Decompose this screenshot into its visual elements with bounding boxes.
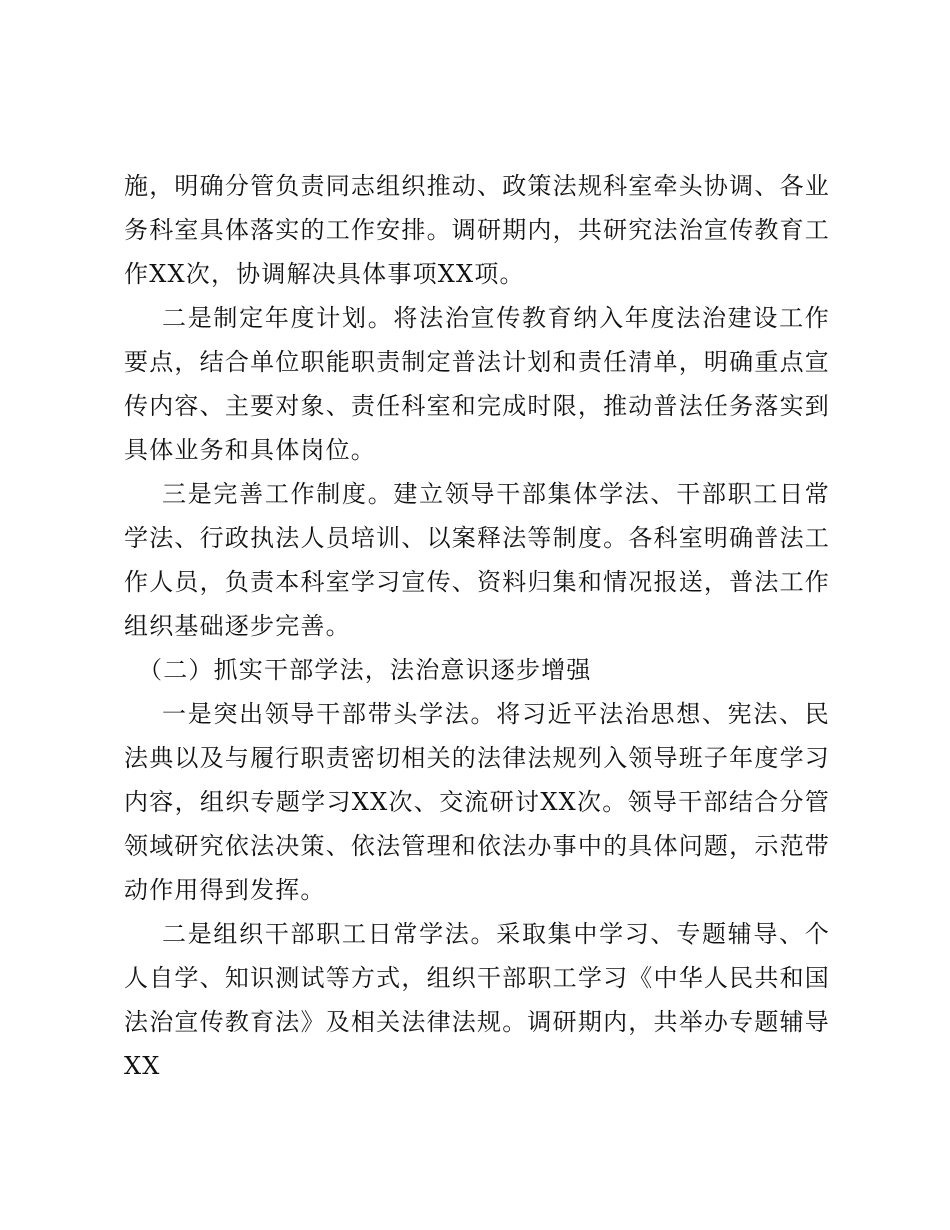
section-heading: （二）抓实干部学法，法治意识逐步增强 [138, 656, 592, 684]
paragraph-annual-plan: 二是制定年度计划。将法治宣传教育纳入年度法治建设工作要点，结合单位职能职责制定普法计划和责任清单，明确重点宣传内容、主要对象、责任科室和完成时限，推动普法任务落实到具体业务和具体岗位。 [124, 304, 830, 464]
paragraph-staff-study: 二是组织干部职工日常学法。采取集中学习、专题辅导、个人自学、知识测试等方式，组织干部职工学习《中华人民共和国法治宣传教育法》及相关法律法规。调研期内，共举办专题辅导XX [124, 920, 830, 1080]
paragraph-continuation: 施，明确分管负责同志组织推动、政策法规科室牵头协调、各业务科室具体落实的工作安排。调研期内，共研究法治宣传教育工作XX次，协调解决具体事项XX项。 [124, 172, 830, 288]
paragraph-leader-study: 一是突出领导干部带头学法。将习近平法治思想、宪法、民法典以及与履行职责密切相关的法律法规列入领导班子年度学习内容，组织专题学习XX次、交流研讨XX次。领导干部结合分管领域研究依法决策、依法管理和依法办事中的具体问题，示范带动作用得到发挥。 [124, 700, 830, 904]
paragraph-work-system: 三是完善工作制度。建立领导干部集体学法、干部职工日常学法、行政执法人员培训、以案释法等制度。各科室明确普法工作人员，负责本科室学习宣传、资料归集和情况报送，普法工作组织基础逐步完善。 [124, 480, 830, 640]
document-body [124, 164, 830, 1088]
